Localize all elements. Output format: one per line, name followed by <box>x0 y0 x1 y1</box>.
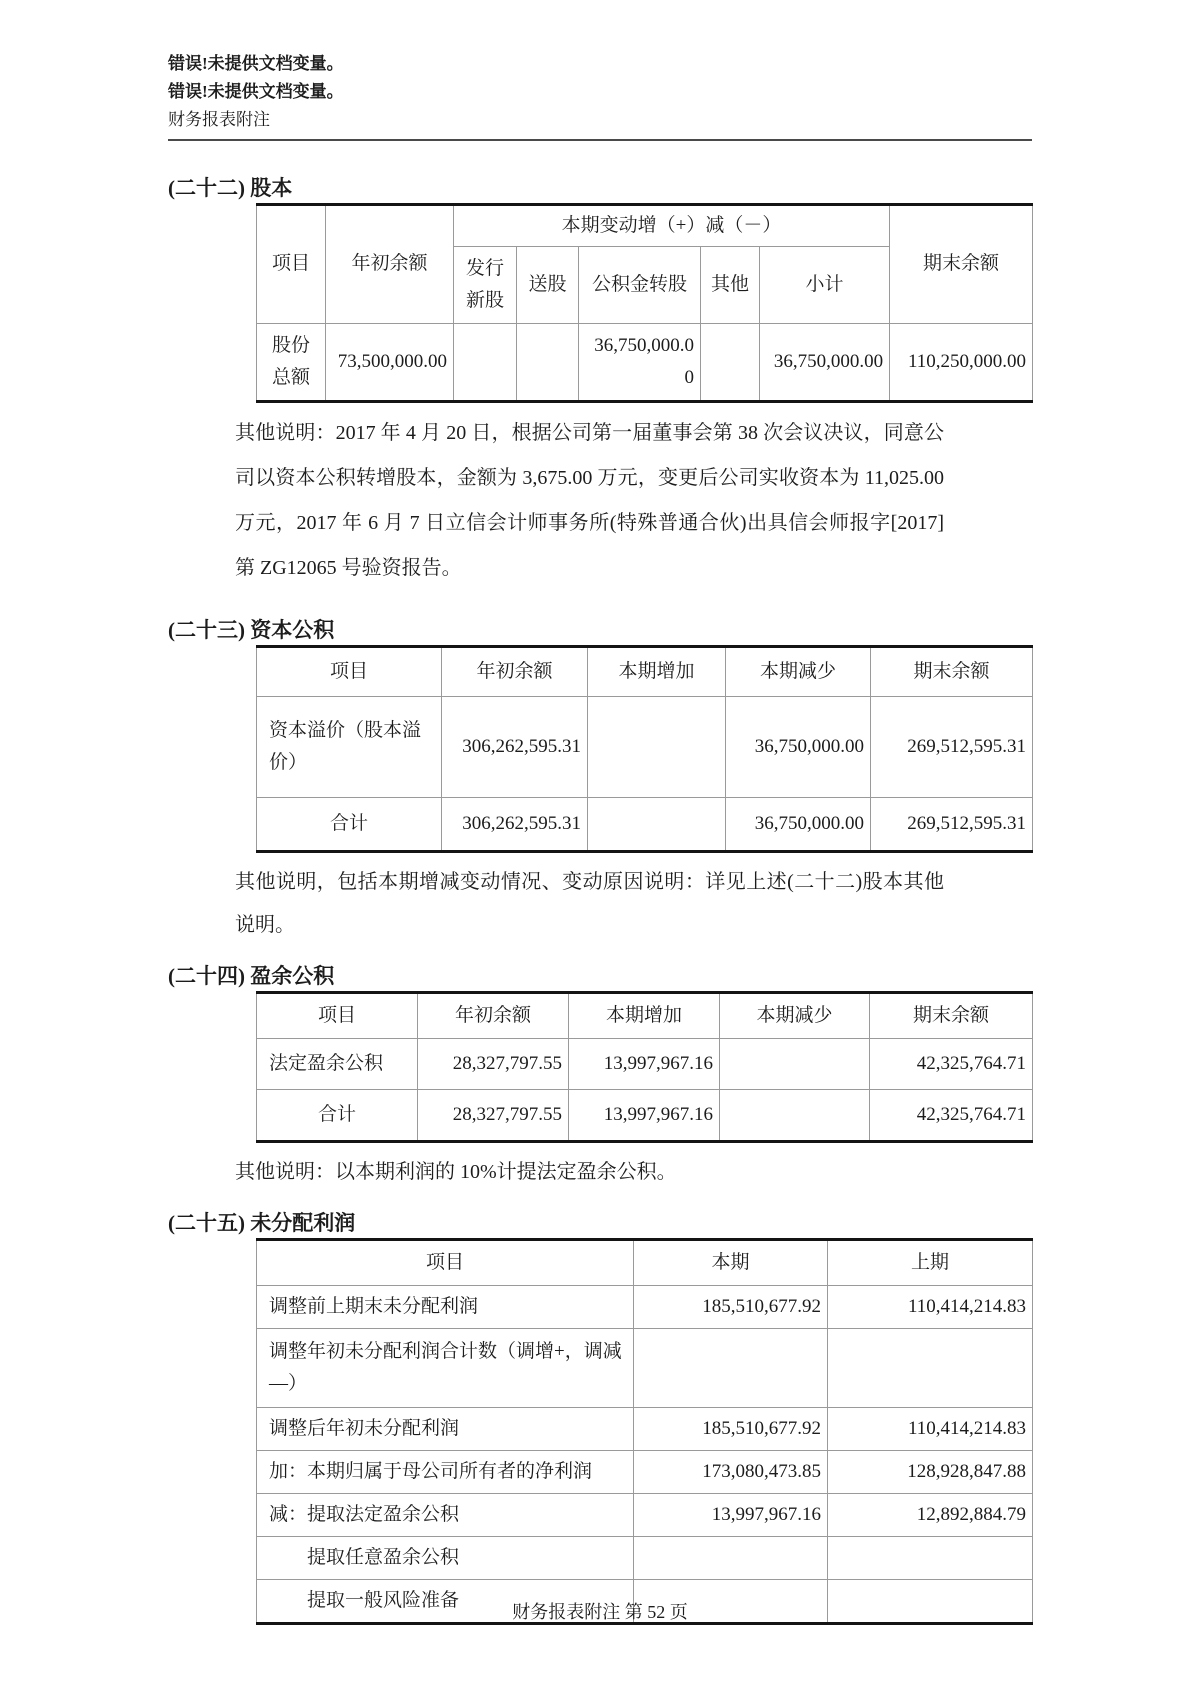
col-header-current-period: 本期 <box>634 1240 828 1286</box>
surplus-reserve-table <box>256 991 1033 1143</box>
col-header-bonus-shares: 送股 <box>517 247 579 324</box>
col-header-item: 项目 <box>257 205 326 324</box>
col-header-reserve-transfer: 公积金转股 <box>579 247 701 324</box>
cell-reserve-transfer: 36,750,000.00 <box>579 324 701 402</box>
cell-row-label: 加：本期归属于母公司所有者的净利润 <box>257 1451 634 1494</box>
capital-reserve-table <box>256 645 1033 853</box>
col-header-other: 其他 <box>701 247 760 324</box>
table-row-total <box>257 798 1033 852</box>
col-header-opening-balance: 年初余额 <box>326 205 454 324</box>
section-title: 盈余公积 <box>250 964 335 988</box>
cell-opening-balance: 306,262,595.31 <box>442 697 588 798</box>
header-error-line-2: 错误!未提供文档变量。 <box>168 82 344 101</box>
col-header-decrease: 本期减少 <box>726 647 871 697</box>
cell-opening-balance: 28,327,797.55 <box>418 1090 569 1142</box>
table-row <box>257 324 1033 402</box>
header-doc-title: 财务报表附注 <box>168 110 270 129</box>
col-header-opening-balance: 年初余额 <box>442 647 588 697</box>
section-number: (二十三) <box>168 618 245 642</box>
cell-decrease: 36,750,000.00 <box>726 798 871 852</box>
section-number: (二十四) <box>168 964 245 988</box>
table-row <box>257 1537 1033 1580</box>
cell-row-label: 调整后年初未分配利润 <box>257 1408 634 1451</box>
cell-prior-period: 128,928,847.88 <box>828 1451 1033 1494</box>
section-retained-earnings <box>168 1208 1032 1625</box>
header-error-line-1: 错误!未提供文档变量。 <box>168 54 344 73</box>
cell-current-period: 13,997,967.16 <box>634 1494 828 1537</box>
cell-current-period <box>634 1537 828 1580</box>
cell-prior-period <box>828 1329 1033 1408</box>
cell-opening-balance: 73,500,000.00 <box>326 324 454 402</box>
share-capital-note: 其他说明：2017 年 4 月 20 日，根据公司第一届董事会第 38 次会议决议，同意公司以资本公积转增股本，金额为 3,675.00 万元，变更后公司实收资本为 11,025.00 万元，2017 年 6 月 7 日立信会计师事务所(特殊普通合伙)出具信会师报字[2017]第 ZG12065 号验资报告。 <box>235 422 944 579</box>
col-header-closing-balance: 期末余额 <box>871 647 1033 697</box>
cell-row-label: 调整年初未分配利润合计数（调增+，调减—） <box>257 1329 634 1408</box>
col-header-change-group: 本期变动增（+）减（－） <box>454 205 890 247</box>
cell-prior-period: 110,414,214.83 <box>828 1408 1033 1451</box>
cell-current-period: 185,510,677.92 <box>634 1286 828 1329</box>
cell-opening-balance: 306,262,595.31 <box>442 798 588 852</box>
cell-opening-balance: 28,327,797.55 <box>418 1039 569 1090</box>
cell-prior-period: 110,414,214.83 <box>828 1286 1033 1329</box>
cell-increase <box>588 697 726 798</box>
section-title: 资本公积 <box>250 618 335 642</box>
cell-decrease <box>720 1090 870 1142</box>
cell-decrease <box>720 1039 870 1090</box>
cell-decrease: 36,750,000.00 <box>726 697 871 798</box>
cell-row-label: 合计 <box>257 798 442 852</box>
capital-reserve-note: 其他说明，包括本期增减变动情况、变动原因说明：详见上述(二十二)股本其他说明。 <box>235 871 944 936</box>
cell-row-label: 合计 <box>257 1090 418 1142</box>
section-title: 股本 <box>250 176 293 200</box>
col-header-item: 项目 <box>257 647 442 697</box>
col-header-prior-period: 上期 <box>828 1240 1033 1286</box>
header-rule <box>168 139 1032 141</box>
section-number: (二十五) <box>168 1211 245 1235</box>
col-header-decrease: 本期减少 <box>720 993 870 1039</box>
cell-current-period: 185,510,677.92 <box>634 1408 828 1451</box>
col-header-closing-balance: 期末余额 <box>890 205 1033 324</box>
section-number: (二十二) <box>168 176 245 200</box>
cell-bonus-shares <box>517 324 579 402</box>
cell-new-issue <box>454 324 517 402</box>
cell-increase: 13,997,967.16 <box>569 1090 720 1142</box>
cell-closing-balance: 42,325,764.71 <box>870 1039 1033 1090</box>
cell-row-label: 提取任意盈余公积 <box>257 1537 634 1580</box>
cell-closing-balance: 269,512,595.31 <box>871 697 1033 798</box>
page-footer: 财务报表附注 第 52 页 <box>512 1602 688 1622</box>
cell-row-label: 法定盈余公积 <box>257 1039 418 1090</box>
cell-row-label: 资本溢价（股本溢价） <box>257 697 442 798</box>
surplus-reserve-note: 其他说明：以本期利润的 10%计提法定盈余公积。 <box>235 1161 677 1183</box>
col-header-item: 项目 <box>257 993 418 1039</box>
col-header-increase: 本期增加 <box>569 993 720 1039</box>
col-header-item: 项目 <box>257 1240 634 1286</box>
col-header-increase: 本期增加 <box>588 647 726 697</box>
cell-row-label: 调整前上期末未分配利润 <box>257 1286 634 1329</box>
retained-earnings-table <box>256 1238 1033 1625</box>
col-header-new-issue: 发行新股 <box>454 247 517 324</box>
cell-increase <box>588 798 726 852</box>
table-row <box>257 697 1033 798</box>
cell-prior-period: 12,892,884.79 <box>828 1494 1033 1537</box>
cell-subtotal: 36,750,000.00 <box>760 324 890 402</box>
col-header-closing-balance: 期末余额 <box>870 993 1033 1039</box>
table-row <box>257 1494 1033 1537</box>
table-row-total <box>257 1090 1033 1142</box>
table-row <box>257 1039 1033 1090</box>
share-capital-table <box>256 203 1033 403</box>
table-row <box>257 1408 1033 1451</box>
col-header-opening-balance: 年初余额 <box>418 993 569 1039</box>
table-row <box>257 1286 1033 1329</box>
cell-row-label: 提取一般风险准备 <box>257 1580 634 1624</box>
section-heading-capital-reserve <box>168 615 1032 645</box>
table-row <box>257 1451 1033 1494</box>
table-row <box>257 1329 1033 1408</box>
cell-closing-balance: 110,250,000.00 <box>890 324 1033 402</box>
cell-row-label: 减：提取法定盈余公积 <box>257 1494 634 1537</box>
cell-closing-balance: 269,512,595.31 <box>871 798 1033 852</box>
section-title: 未分配利润 <box>250 1211 356 1235</box>
cell-current-period: 173,080,473.85 <box>634 1451 828 1494</box>
cell-closing-balance: 42,325,764.71 <box>870 1090 1033 1142</box>
cell-current-period <box>634 1329 828 1408</box>
section-heading-share-capital <box>168 173 1032 203</box>
cell-other <box>701 324 760 402</box>
col-header-subtotal: 小计 <box>760 247 890 324</box>
cell-prior-period <box>828 1537 1033 1580</box>
cell-increase: 13,997,967.16 <box>569 1039 720 1090</box>
section-capital-reserve <box>168 615 1032 947</box>
section-surplus-reserve <box>168 961 1032 1194</box>
section-heading-surplus-reserve <box>168 961 1032 991</box>
cell-row-label: 股份总额 <box>257 324 326 402</box>
section-heading-retained-earnings <box>168 1208 1032 1238</box>
section-share-capital <box>168 173 1032 591</box>
page-header <box>168 50 1032 141</box>
